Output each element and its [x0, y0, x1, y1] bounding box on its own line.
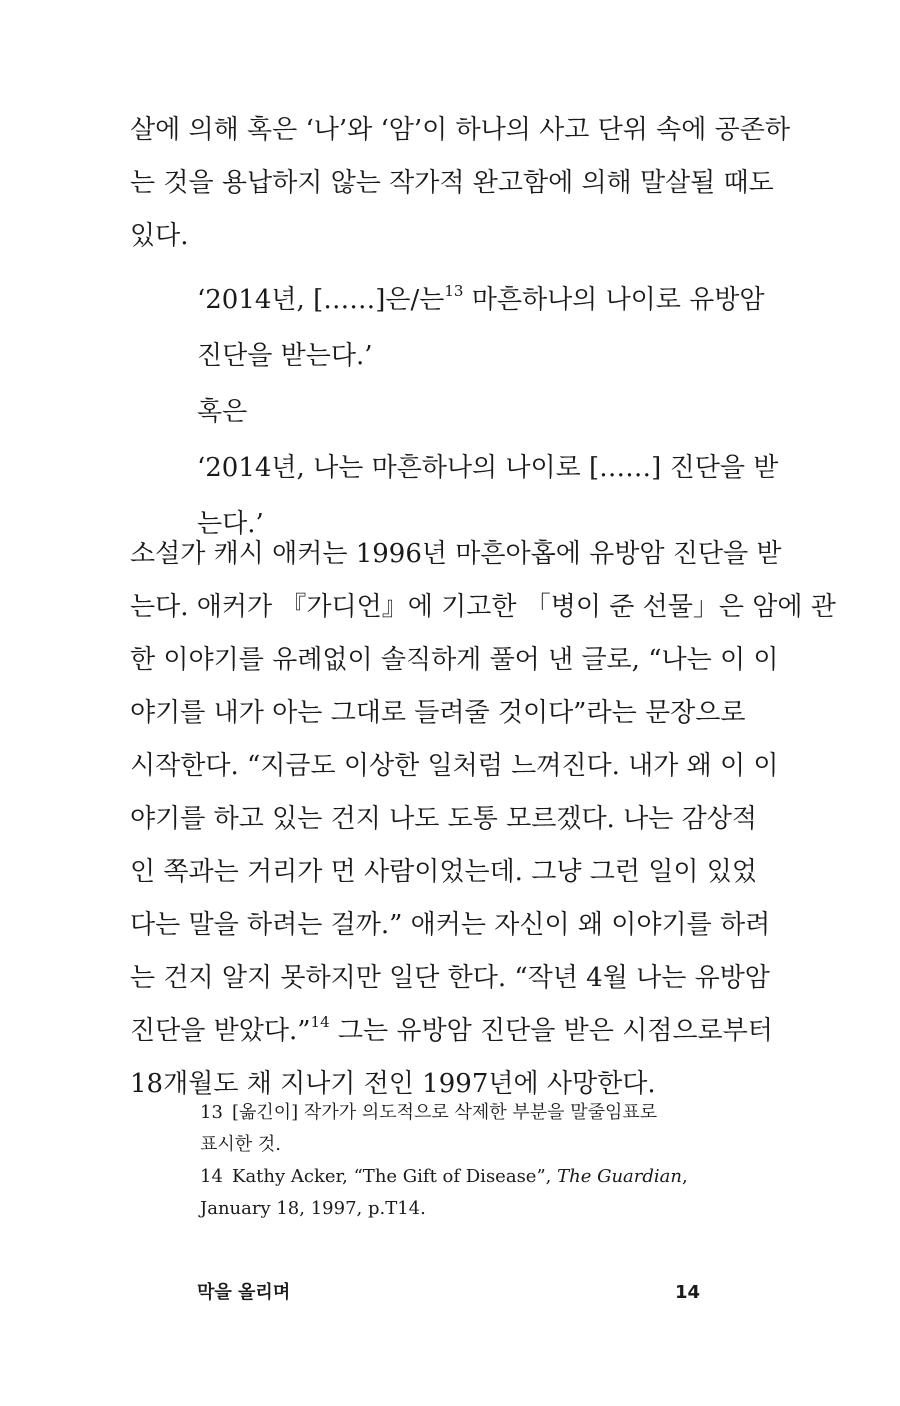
body-line: 야기를 하고 있는 건지 나도 도통 모르겠다. 나는 감상적: [130, 804, 757, 834]
quote-line: 진단을 받는다.’: [197, 341, 373, 371]
running-title: 막을 올리며: [197, 1282, 291, 1303]
footnotes: [200, 1097, 705, 1225]
body-line: 18개월도 채 지나기 전인 1997년에 사망한다.: [130, 1069, 656, 1099]
block-quote: [197, 272, 779, 552]
quote-line: 는다.’: [197, 509, 264, 539]
footnote-ref-14: 14: [310, 1013, 330, 1031]
footnote-13: [200, 1097, 705, 1129]
quote-line: 혹은: [197, 397, 248, 427]
footnote-14: [200, 1161, 705, 1193]
body-line: 한 이야기를 유례없이 솔직하게 풀어 낸 글로, “나는 이 이: [130, 645, 779, 675]
main-paragraph: [130, 528, 836, 1111]
page-number: 14: [674, 1282, 700, 1303]
quote-line: ‘2014년, 나는 마흔하나의 나이로 [……] 진단을 받: [197, 453, 779, 483]
footnote-number: 13: [200, 1102, 223, 1123]
intro-paragraph: [130, 104, 790, 263]
body-line: 다는 말을 하려는 걸까.” 애커는 자신이 왜 이야기를 하려: [130, 910, 771, 940]
footnote-number: 14: [200, 1166, 223, 1187]
body-line: 소설가 캐시 애커는 1996년 마흔아홉에 유방암 진단을 받: [130, 539, 782, 569]
body-line: [130, 1005, 773, 1058]
body-line: 살에 의해 혹은 ‘나’와 ‘암’이 하나의 사고 단위 속에 공존하: [130, 115, 790, 145]
footnote-text: Kathy Acker, “The Gift of Disease”,: [232, 1166, 558, 1187]
body-text: 그는 유방암 진단을 받은 시점으로부터: [329, 1016, 773, 1046]
quote-text: 마흔하나의 나이로 유방암: [463, 285, 765, 315]
body-line: 는 것을 용납하지 않는 작가적 완고함에 의해 말살될 때도: [130, 168, 774, 198]
quote-text: ‘2014년, [……]은/는: [197, 285, 445, 315]
footnote-publication: The Guardian: [557, 1166, 682, 1187]
footnote-14-cont: January 18, 1997, p.T14.: [200, 1198, 426, 1219]
body-line: 는다. 애커가 『가디언』에 기고한 「병이 준 선물」은 암에 관: [130, 592, 836, 622]
body-line: 있다.: [130, 221, 189, 251]
body-line: 야기를 내가 아는 그대로 들려줄 것이다”라는 문장으로: [130, 698, 746, 728]
footnote-ref-13: 13: [444, 282, 464, 300]
quote-line: [197, 272, 765, 328]
body-line: 시작한다. “지금도 이상한 일처럼 느껴진다. 내가 왜 이 이: [130, 751, 779, 781]
footnote-text: ,: [682, 1166, 688, 1187]
body-text: 진단을 받았다.”: [130, 1016, 311, 1046]
body-line: 는 건지 알지 못하지만 일단 한다. “작년 4월 나는 유방암: [130, 963, 770, 993]
body-line: 인 쪽과는 거리가 먼 사람이었는데. 그냥 그런 일이 있었: [130, 857, 757, 887]
footnote-13-cont: 표시한 것.: [200, 1134, 281, 1155]
footnote-text: [옮긴이] 작가가 의도적으로 삭제한 부분을 말줄임표로: [232, 1102, 658, 1123]
